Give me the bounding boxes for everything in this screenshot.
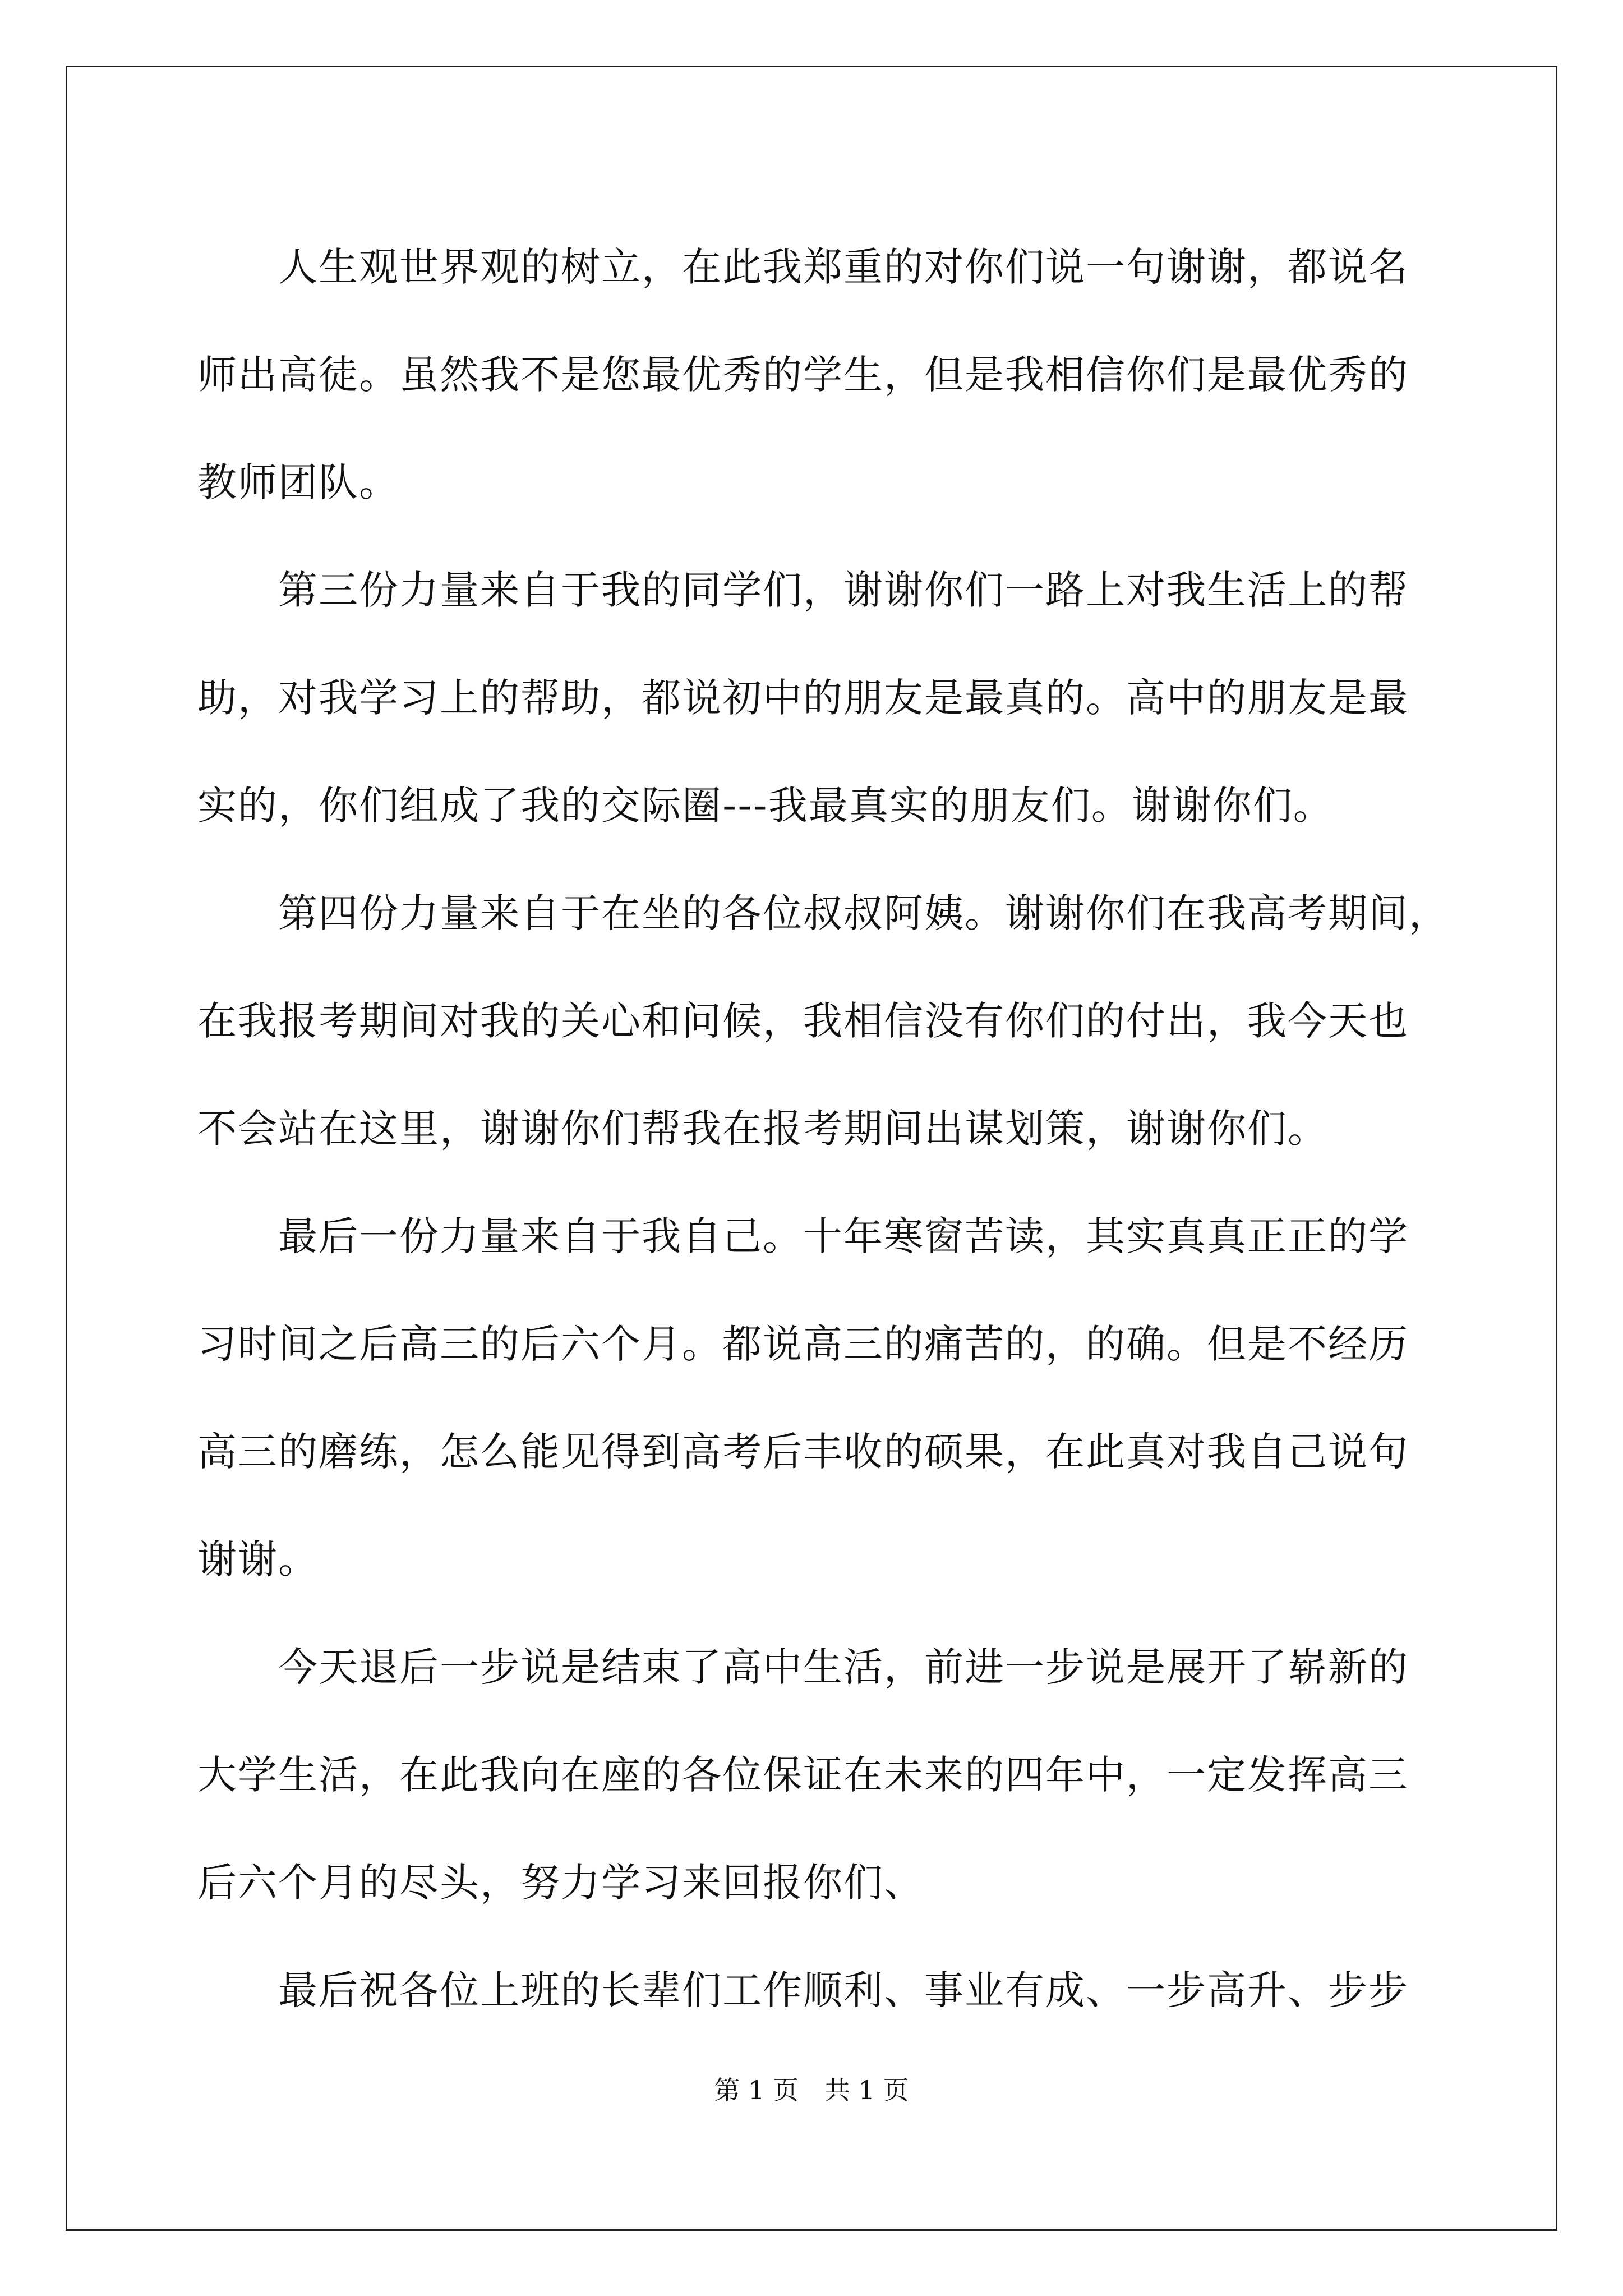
paragraph <box>197 213 1442 536</box>
text-line: 谢谢。 <box>197 1536 319 1582</box>
text-line: 今天退后一步说是结束了高中生活，前进一步说是展开了崭新的 <box>197 1644 1409 1690</box>
text-line: 最后一份力量来自于我自己。十年寒窗苦读，其实真真正正的学 <box>197 1213 1409 1259</box>
text-line: 第三份力量来自于我的同学们，谢谢你们一路上对我生活上的帮 <box>197 567 1409 613</box>
paragraph <box>197 1613 1442 1936</box>
paragraph <box>197 859 1449 1182</box>
text-line: 实的，你们组成了我的交际圈---我最真实的朋友们。谢谢你们。 <box>197 783 1334 829</box>
page-number-footer: 第 1 页 共 1 页 <box>714 2075 909 2105</box>
text-line: 不会站在这里，谢谢你们帮我在报考期间出谋划策，谢谢你们。 <box>197 1106 1328 1152</box>
paragraph <box>197 536 1442 859</box>
text-line: 习时间之后高三的后六个月。都说高三的痛苦的，的确。但是不经历 <box>197 1321 1409 1367</box>
text-line: 教师团队。 <box>197 459 399 505</box>
text-line: 高三的磨练，怎么能见得到高考后丰收的硕果，在此真对我自己说句 <box>197 1429 1409 1475</box>
text-line: 助，对我学习上的帮助，都说初中的朋友是最真的。高中的朋友是最 <box>197 675 1409 721</box>
paragraph <box>197 1182 1442 1613</box>
text-line: 大学生活，在此我向在座的各位保证在未来的四年中，一定发挥高三 <box>197 1752 1409 1798</box>
paragraph <box>197 1936 1442 2044</box>
text-line: 第四份力量来自于在坐的各位叔叔阿姨。谢谢你们在我高考期间， <box>197 890 1449 936</box>
text-line: 师出高徒。虽然我不是您最优秀的学生，但是我相信你们是最优秀的 <box>197 352 1409 398</box>
text-line: 后六个月的尽头，努力学习来回报你们、 <box>197 1860 924 1906</box>
text-line: 人生观世界观的树立，在此我郑重的对你们说一句谢谢，都说名 <box>197 244 1409 290</box>
document-body <box>197 213 1449 2044</box>
text-line: 最后祝各位上班的长辈们工作顺利、事业有成、一步高升、步步 <box>197 1967 1409 2013</box>
text-line: 在我报考期间对我的关心和问候，我相信没有你们的付出，我今天也 <box>197 998 1409 1044</box>
